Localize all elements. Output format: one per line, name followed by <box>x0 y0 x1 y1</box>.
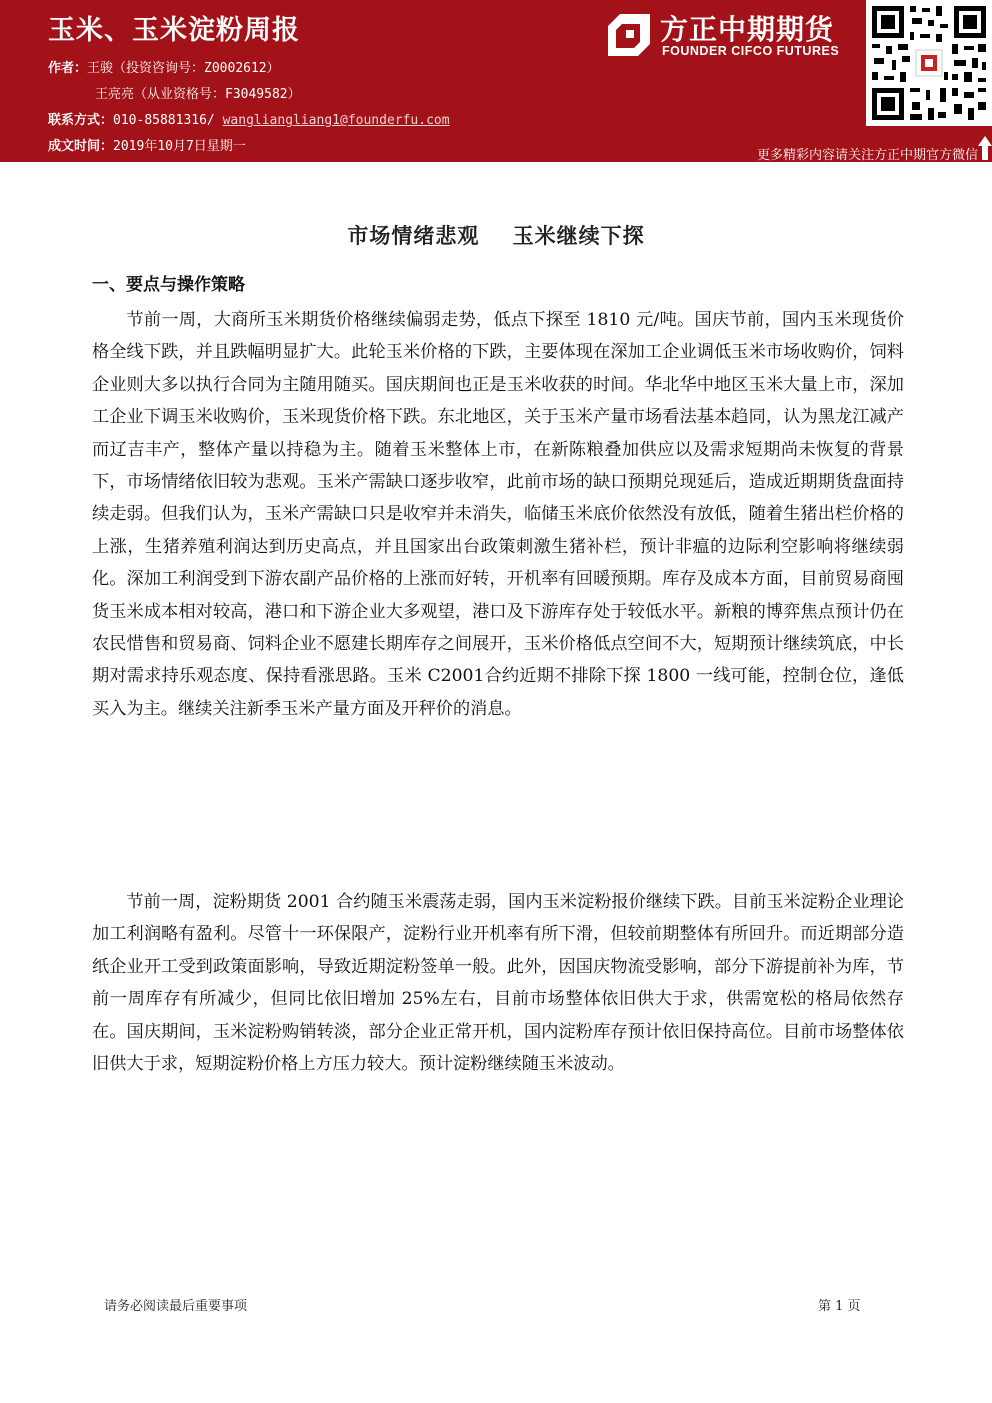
wechat-qr-code-icon <box>866 0 992 126</box>
date-label: 成文时间： <box>48 139 114 154</box>
wechat-follow-text: 更多精彩内容请关注方正中期官方微信 <box>756 148 978 163</box>
paragraph-corn: 节前一周，大商所玉米期货价格继续偏弱走势，低点下探至 1810 元/吨。国庆节前，国内玉米现货价格全线下跌，并且跌幅明显扩大。此轮玉米价格的下跌，主要体现在深加工企业调低玉米市场收购价，饲料企业则大多以执行合同为主随用随买。国庆期间也正是玉米收获的时间。华北华中地区玉米大量上市，深加工企业下调玉米收购价，玉米现货价格下跌。东北地区，关于玉米产量市场看法基本趋同，认为黑龙江减产而辽吉丰产，整体产量以持稳为主。随着玉米整体上市，在新陈粮叠加供应以及需求短期尚未恢复的背景下，市场情绪依旧较为悲观。玉米产需缺口逐步收窄，此前市场的缺口预期兑现延后，造成近期期货盘面持续走弱。但我们认为，玉米产需缺口只是收窄并未消失，临储玉米底价依然没有放低，随着生猪出栏价格的上涨，生猪养殖利润达到历史高点，并且国家出台政策刺激生猪补栏，预计非瘟的边际利空影响将继续弱化。深加工利润受到下游农副产品价格的上涨而好转，开机率有回暖预期。库存及成本方面，目前贸易商囤货玉米成本相对较高，港口和下游企业大多观望，港口及下游库存处于较低水平。新粮的博弈焦点预计仍在农民惜售和贸易商、饲料企业不愿建长期库存之间展开，玉米价格低点空间不大，短期预计继续筑底，中长期对需求持乐观态度、保持看涨思路。玉米 C2001合约近期不排除下探 1800 一线可能，控制仓位，逢低买入为主。继续关注新季玉米产量方面及开秤价的消息。 <box>92 310 904 719</box>
contact-label: 联系方式： <box>48 113 114 128</box>
author-label: 作者： <box>48 61 88 76</box>
report-header <box>0 0 992 162</box>
report-title: 玉米、玉米淀粉周报 <box>48 15 300 46</box>
contact-phone: 010-85881316/ <box>113 113 223 128</box>
date-line <box>48 135 246 154</box>
date-value: 2019年10月7日星期一 <box>113 139 246 154</box>
author-2: 王亮亮（从业资格号：F3049582） <box>95 87 301 102</box>
document-title: 市场情绪悲观 玉米继续下探 <box>347 224 645 248</box>
company-logo <box>606 8 866 66</box>
author-line-2 <box>95 83 301 102</box>
section-heading: 一、要点与操作策略 <box>92 275 245 295</box>
footer-page-number: 第 1 页 <box>818 1299 861 1314</box>
contact-line <box>48 109 450 128</box>
logo-english-name: FOUNDER CIFCO FUTURES <box>662 44 840 58</box>
author-line <box>48 57 280 76</box>
paragraph-starch: 节前一周，淀粉期货 2001 合约随玉米震荡走弱，国内玉米淀粉报价继续下跌。目前玉米淀粉企业理论加工利润略有盈利。尽管十一环保限产，淀粉行业开机率有所下滑，但较前期整体有所回升。而近期部分造纸企业开工受到政策面影响，导致近期淀粉签单一般。此外，因国庆物流受影响，部分下游提前补为库，节前一周库存有所减少，但同比依旧增加 25%左右，目前市场整体依旧供大于求，供需宽松的格局依然存在。国庆期间，玉米淀粉购销转淡，部分企业正常开机，国内淀粉库存预计依旧保持高位。目前市场整体依旧供大于求，短期淀粉价格上方压力较大。预计淀粉继续随玉米波动。 <box>92 892 904 1075</box>
founder-logo-icon <box>606 12 652 58</box>
author-1: 王骏（投资咨询号：Z0002612） <box>87 61 280 76</box>
logo-chinese-name: 方正中期期货 <box>660 13 835 46</box>
footer-disclaimer-note: 请务必阅读最后重要事项 <box>104 1299 248 1314</box>
arrow-up-icon <box>978 136 992 160</box>
contact-email-link[interactable]: wangliangliang1@founderfu.com <box>222 113 450 128</box>
wechat-follow-bar <box>706 142 992 162</box>
